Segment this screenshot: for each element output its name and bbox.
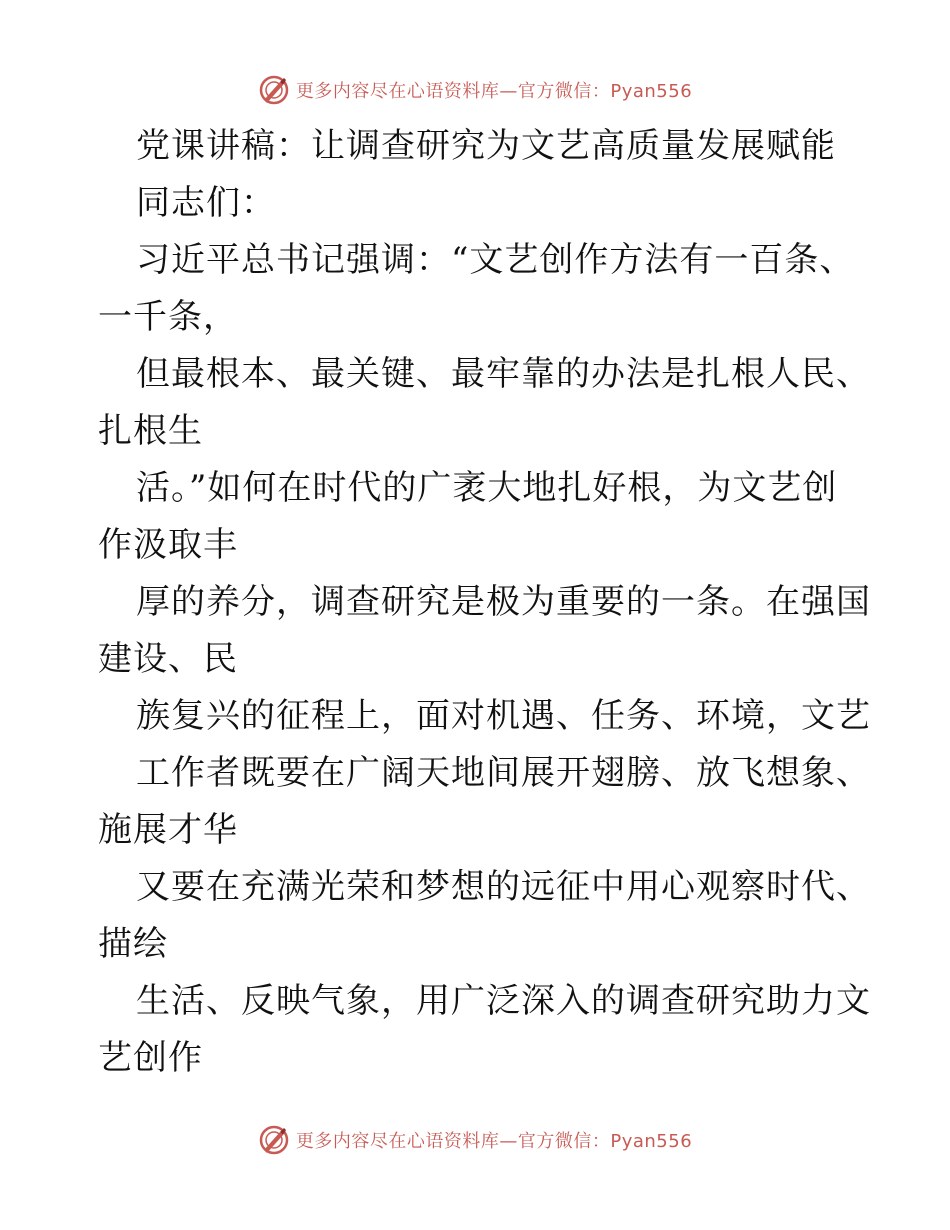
text-line: 生活、反映气象，用广泛深入的调查研究助力文 [136,981,871,1021]
footer-watermark-text: 更多内容尽在心语资料库—官方微信：Pyan556 [295,1131,693,1152]
text-line: 厚的养分，调查研究是极为重要的一条。在强国 [136,582,871,622]
document-body [98,118,871,1087]
text-line: 一千条， [98,297,238,337]
text-line: 但最根本、最关键、最牢靠的办法是扎根人民、 [136,354,871,394]
text-line: 作汲取丰 [98,525,238,565]
text-line: 族复兴的征程上，面对机遇、任务、环境，文艺 [136,696,871,736]
text-line: 党课讲稿：让调查研究为文艺高质量发展赋能 [136,126,836,166]
text-line: 施展才华 [98,810,238,850]
pen-seal-icon [258,74,290,106]
text-line: 艺创作 [98,1038,203,1078]
text-line: 扎根生 [98,411,203,451]
text-line: 又要在充满光荣和梦想的远征中用心观察时代、 [136,867,871,907]
text-line: 活。”如何在时代的广袤大地扎好根，为文艺创 [136,468,838,508]
footer-watermark-banner [0,1120,950,1160]
pen-seal-icon [258,1124,290,1156]
text-line: 描绘 [98,924,168,964]
text-line: 工作者既要在广阔天地间展开翅膀、放飞想象、 [136,753,871,793]
text-line: 同志们： [136,183,276,223]
text-line: 习近平总书记强调：“文艺创作方法有一百条、 [136,240,855,280]
text-line: 建设、民 [98,639,238,679]
header-watermark-text: 更多内容尽在心语资料库—官方微信：Pyan556 [295,81,693,102]
header-watermark-banner [0,70,950,110]
